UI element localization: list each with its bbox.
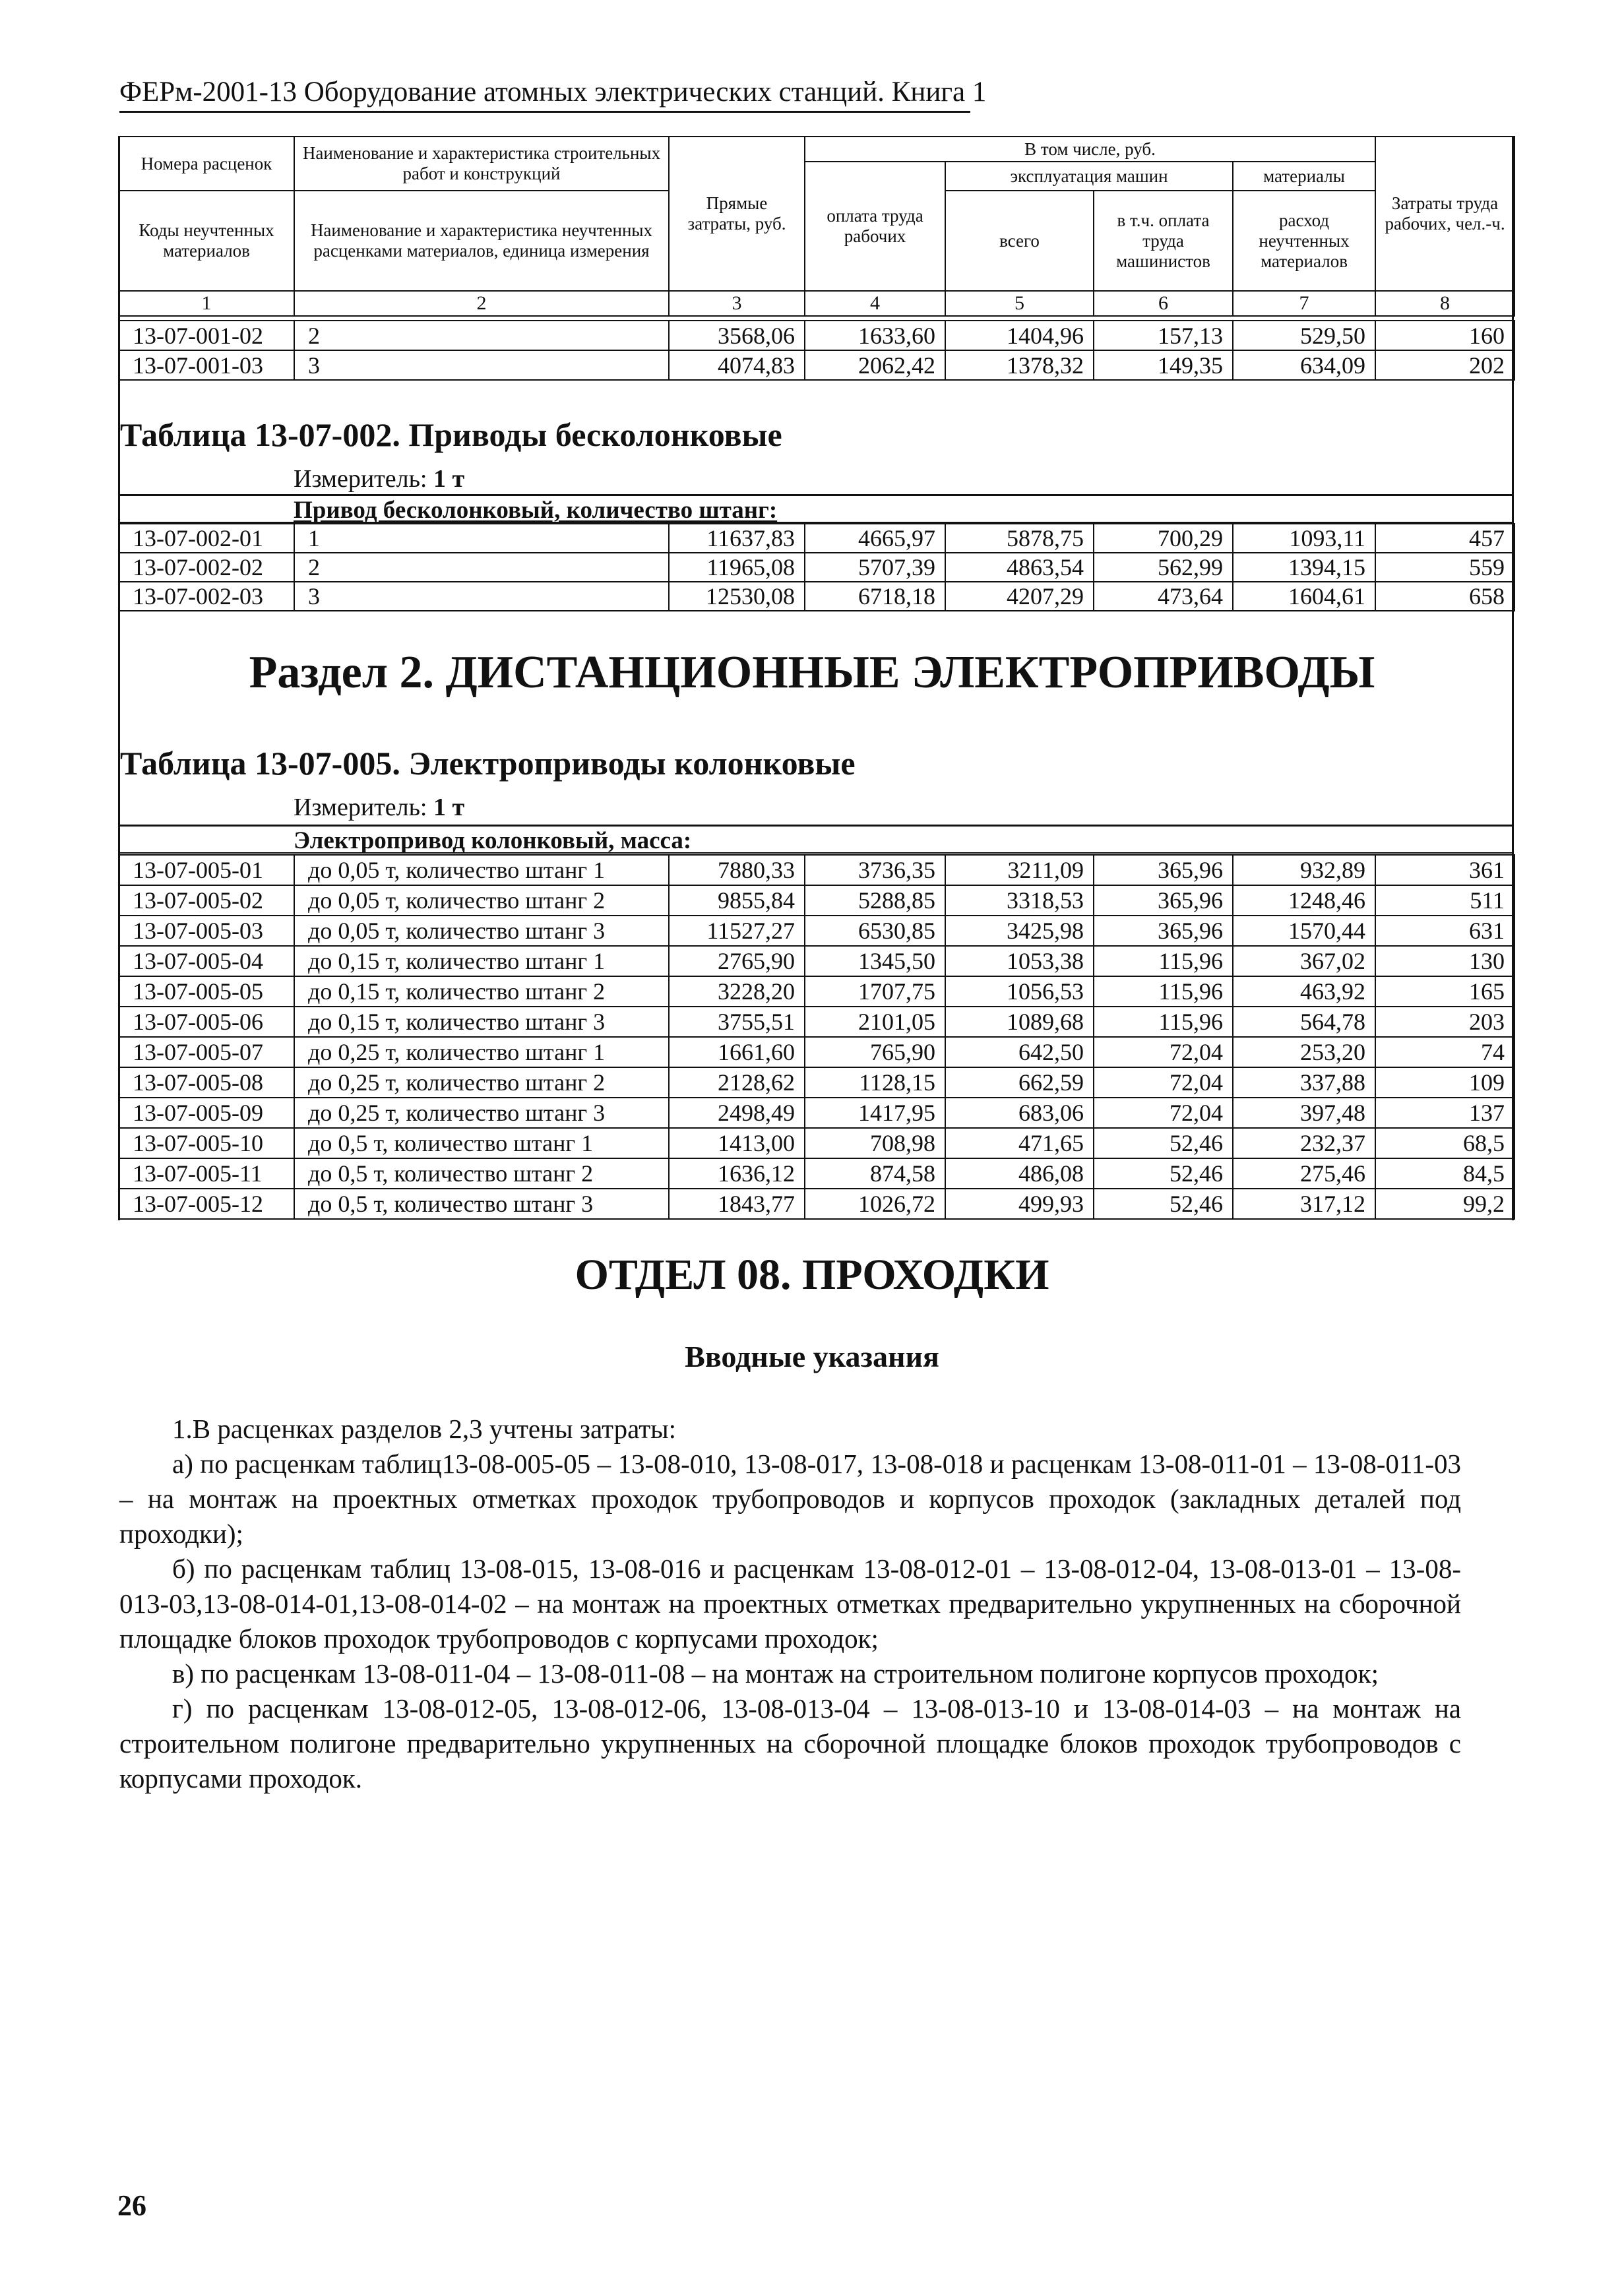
table-row: [119, 1128, 1515, 1158]
row-name: до 0,15 т, количество штанг 1: [294, 946, 669, 976]
table-row: [119, 524, 1515, 553]
row-machine-labor: 157,13: [1094, 321, 1233, 350]
row-machine-cost: 471,65: [945, 1128, 1094, 1158]
row-name: до 0,5 т, количество штанг 1: [294, 1128, 669, 1158]
row-machine-cost: 5878,75: [945, 524, 1094, 553]
row-machine-labor: 473,64: [1094, 582, 1233, 611]
row-materials: 932,89: [1233, 855, 1375, 885]
row-code: 13-07-002-03: [119, 582, 294, 611]
row-machine-labor: 149,35: [1094, 350, 1233, 380]
row-machine-labor: 52,46: [1094, 1128, 1233, 1158]
row-code: 13-07-005-05: [119, 976, 294, 1007]
row-machine-cost: 1056,53: [945, 976, 1094, 1007]
row-code: 13-07-002-01: [119, 524, 294, 553]
table-row: [119, 1158, 1515, 1189]
row-labor-hours: 559: [1375, 553, 1515, 582]
row-direct-cost: 9855,84: [669, 885, 805, 916]
row-materials: 1394,15: [1233, 553, 1375, 582]
row-labor-pay: 874,58: [805, 1158, 945, 1189]
column-header-table: [118, 136, 1515, 317]
row-materials: 1248,46: [1233, 885, 1375, 916]
row-labor-pay: 708,98: [805, 1128, 945, 1158]
row-labor-hours: 99,2: [1375, 1189, 1515, 1219]
row-labor-hours: 160: [1375, 321, 1515, 350]
table-row: [119, 976, 1515, 1007]
row-code: 13-07-005-03: [119, 916, 294, 946]
row-machine-cost: 642,50: [945, 1037, 1094, 1067]
table-002-group-label: Привод бесколонковый, количество штанг:: [294, 497, 778, 524]
row-machine-labor: 72,04: [1094, 1067, 1233, 1098]
col-name-bottom: Наименование и характеристика неучтенных расценками материалов, единица измерения: [294, 191, 669, 291]
table-row: [119, 1007, 1515, 1037]
row-direct-cost: 4074,83: [669, 350, 805, 380]
intro-paragraph: 1.В расценках разделов 2,3 учтены затраты:: [172, 1414, 677, 1444]
meter-label: Измеритель:: [294, 465, 427, 493]
row-labor-pay: 2101,05: [805, 1007, 945, 1037]
row-labor-pay: 5288,85: [805, 885, 945, 916]
intro-title: Вводные указания: [685, 1340, 939, 1373]
row-name: до 0,25 т, количество штанг 3: [294, 1098, 669, 1128]
row-labor-hours: 109: [1375, 1067, 1515, 1098]
col-name-top: Наименование и характеристика строительных работ и конструкций: [294, 137, 669, 191]
col-materials: материалы: [1233, 162, 1375, 191]
row-materials: 232,37: [1233, 1128, 1375, 1158]
row-code: 13-07-005-01: [119, 855, 294, 885]
table-005: [118, 854, 1515, 1220]
row-name: до 0,05 т, количество штанг 3: [294, 916, 669, 946]
row-direct-cost: 11527,27: [669, 916, 805, 946]
col-direct: Прямые затраты, руб.: [669, 137, 805, 291]
table-row: [119, 321, 1515, 350]
col-materials-sub: расход неучтенных материалов: [1233, 191, 1375, 291]
running-header: ФЕРм-2001-13 Оборудование атомных электрических станций. Книга 1: [119, 74, 970, 113]
row-materials: 564,78: [1233, 1007, 1375, 1037]
row-code: 13-07-005-07: [119, 1037, 294, 1067]
table-row: [119, 946, 1515, 976]
row-machine-cost: 3318,53: [945, 885, 1094, 916]
row-labor-hours: 457: [1375, 524, 1515, 553]
row-materials: 317,12: [1233, 1189, 1375, 1219]
meter-label: Измеритель:: [294, 794, 427, 821]
col-number: 6: [1094, 291, 1233, 316]
row-materials: 337,88: [1233, 1067, 1375, 1098]
row-machine-labor: 52,46: [1094, 1158, 1233, 1189]
page-number: 26: [117, 2189, 146, 2222]
row-machine-labor: 115,96: [1094, 976, 1233, 1007]
row-labor-hours: 165: [1375, 976, 1515, 1007]
row-direct-cost: 11637,83: [669, 524, 805, 553]
col-machine-incl: в т.ч. оплата труда машинистов: [1094, 191, 1233, 291]
row-machine-labor: 115,96: [1094, 946, 1233, 976]
row-materials: 253,20: [1233, 1037, 1375, 1067]
col-number: 2: [294, 291, 669, 316]
row-code: 13-07-005-12: [119, 1189, 294, 1219]
table-001: [118, 320, 1515, 381]
row-labor-pay: 1633,60: [805, 321, 945, 350]
row-machine-cost: 1053,38: [945, 946, 1094, 976]
table-row: [119, 1189, 1515, 1219]
table-row: [119, 855, 1515, 885]
row-direct-cost: 1636,12: [669, 1158, 805, 1189]
col-in-total: В том числе, руб.: [805, 137, 1375, 162]
row-labor-hours: 202: [1375, 350, 1515, 380]
row-materials: 397,48: [1233, 1098, 1375, 1128]
col-number: 8: [1375, 291, 1515, 316]
row-labor-pay: 6530,85: [805, 916, 945, 946]
row-labor-pay: 4665,97: [805, 524, 945, 553]
row-direct-cost: 1661,60: [669, 1037, 805, 1067]
row-code: 13-07-005-09: [119, 1098, 294, 1128]
col-number: 3: [669, 291, 805, 316]
row-code: 13-07-005-11: [119, 1158, 294, 1189]
row-labor-pay: 1417,95: [805, 1098, 945, 1128]
row-direct-cost: 3755,51: [669, 1007, 805, 1037]
row-direct-cost: 11965,08: [669, 553, 805, 582]
row-machine-cost: 1404,96: [945, 321, 1094, 350]
row-direct-cost: 2498,49: [669, 1098, 805, 1128]
intro-paragraph: в) по расценкам 13-08-011-04 – 13-08-011-08 – на монтаж на строительном полигоне корпусов проходок;: [172, 1658, 1379, 1689]
col-number: 7: [1233, 291, 1375, 316]
table-002: [118, 523, 1515, 611]
row-name: до 0,05 т, количество штанг 1: [294, 855, 669, 885]
row-materials: 275,46: [1233, 1158, 1375, 1189]
row-code: 13-07-005-08: [119, 1067, 294, 1098]
row-direct-cost: 1843,77: [669, 1189, 805, 1219]
row-machine-cost: 4207,29: [945, 582, 1094, 611]
row-machine-labor: 700,29: [1094, 524, 1233, 553]
table-row: [119, 916, 1515, 946]
row-machine-cost: 3425,98: [945, 916, 1094, 946]
row-labor-pay: 5707,39: [805, 553, 945, 582]
row-labor-hours: 203: [1375, 1007, 1515, 1037]
row-labor-hours: 84,5: [1375, 1158, 1515, 1189]
row-labor-pay: 2062,42: [805, 350, 945, 380]
row-code: 13-07-005-10: [119, 1128, 294, 1158]
table-row: [119, 553, 1515, 582]
row-machine-labor: 72,04: [1094, 1037, 1233, 1067]
row-name: до 0,15 т, количество штанг 3: [294, 1007, 669, 1037]
table-row: [119, 1037, 1515, 1067]
row-code: 13-07-005-04: [119, 946, 294, 976]
section-2-title: Раздел 2. ДИСТАНЦИОННЫЕ ЭЛЕКТРОПРИВОДЫ: [249, 647, 1375, 698]
row-code: 13-07-005-06: [119, 1007, 294, 1037]
table-row: [119, 1067, 1515, 1098]
row-name: до 0,25 т, количество штанг 2: [294, 1067, 669, 1098]
row-machine-labor: 562,99: [1094, 553, 1233, 582]
meter-value: 1 т: [433, 794, 465, 821]
row-labor-pay: 6718,18: [805, 582, 945, 611]
row-name: 1: [294, 524, 669, 553]
row-code: 13-07-001-03: [119, 350, 294, 380]
row-name: до 0,05 т, количество штанг 2: [294, 885, 669, 916]
col-labor-cost: Затраты труда рабочих, чел.-ч.: [1375, 137, 1515, 291]
row-labor-hours: 68,5: [1375, 1128, 1515, 1158]
row-materials: 1093,11: [1233, 524, 1375, 553]
row-materials: 1604,61: [1233, 582, 1375, 611]
row-machine-cost: 3211,09: [945, 855, 1094, 885]
intro-paragraph: г) по расценкам 13-08-012-05, 13-08-012-06, 13-08-013-04 – 13-08-013-10 и 13-08-014-03 – на монтаж на строительном полигоне предварительно укрупненных на сборочной площадке блоков проходок трубопроводов с корпусами проходок.: [119, 1693, 1461, 1794]
row-labor-pay: 1345,50: [805, 946, 945, 976]
table-row: [119, 350, 1515, 380]
row-labor-pay: 1128,15: [805, 1067, 945, 1098]
row-labor-hours: 361: [1375, 855, 1515, 885]
col-codes-bottom: Коды неучтенных материалов: [119, 191, 294, 291]
intro-paragraph: а) по расценкам таблиц13-08-005-05 – 13-08-010, 13-08-017, 13-08-018 и расценкам 13-08-011-01 – 13-08-011-03 – на монтаж на проектных отметках проходок трубопроводов и корпусов проходок (закладных деталей под проходки);: [119, 1449, 1461, 1549]
row-labor-pay: 1026,72: [805, 1189, 945, 1219]
row-machine-cost: 4863,54: [945, 553, 1094, 582]
department-title: ОТДЕЛ 08. ПРОХОДКИ: [575, 1251, 1049, 1299]
row-direct-cost: 3228,20: [669, 976, 805, 1007]
row-machine-labor: 365,96: [1094, 855, 1233, 885]
table-002-title: Таблица 13-07-002. Приводы бесколонковые: [120, 416, 782, 453]
col-number: 4: [805, 291, 945, 316]
row-labor-pay: 3736,35: [805, 855, 945, 885]
row-machine-labor: 115,96: [1094, 1007, 1233, 1037]
row-labor-hours: 631: [1375, 916, 1515, 946]
col-codes-top: Номера расценок: [119, 137, 294, 191]
row-labor-pay: 765,90: [805, 1037, 945, 1067]
row-direct-cost: 7880,33: [669, 855, 805, 885]
row-direct-cost: 12530,08: [669, 582, 805, 611]
table-005-meter: [294, 793, 464, 822]
col-machine-op: эксплуатация машин: [945, 162, 1233, 191]
row-code: 13-07-001-02: [119, 321, 294, 350]
col-number: 1: [119, 291, 294, 316]
row-name: 2: [294, 553, 669, 582]
row-direct-cost: 2765,90: [669, 946, 805, 976]
table-row: [119, 885, 1515, 916]
row-materials: 529,50: [1233, 321, 1375, 350]
row-name: 3: [294, 350, 669, 380]
col-number: 5: [945, 291, 1094, 316]
row-labor-hours: 130: [1375, 946, 1515, 976]
table-005-title: Таблица 13-07-005. Электроприводы колонковые: [120, 745, 856, 782]
row-machine-labor: 72,04: [1094, 1098, 1233, 1128]
table-row: [119, 582, 1515, 611]
row-labor-pay: 1707,75: [805, 976, 945, 1007]
row-machine-labor: 365,96: [1094, 916, 1233, 946]
row-machine-cost: 662,59: [945, 1067, 1094, 1098]
meter-value: 1 т: [433, 465, 465, 493]
row-materials: 1570,44: [1233, 916, 1375, 946]
row-name: до 0,5 т, количество штанг 2: [294, 1158, 669, 1189]
table-row: [119, 1098, 1515, 1128]
row-labor-hours: 511: [1375, 885, 1515, 916]
row-name: до 0,5 т, количество штанг 3: [294, 1189, 669, 1219]
row-machine-cost: 499,93: [945, 1189, 1094, 1219]
row-machine-cost: 1378,32: [945, 350, 1094, 380]
row-direct-cost: 1413,00: [669, 1128, 805, 1158]
row-materials: 634,09: [1233, 350, 1375, 380]
row-direct-cost: 3568,06: [669, 321, 805, 350]
row-machine-cost: 486,08: [945, 1158, 1094, 1189]
row-machine-labor: 365,96: [1094, 885, 1233, 916]
row-name: до 0,15 т, количество штанг 2: [294, 976, 669, 1007]
table-005-group-label: Электропривод колонковый, масса:: [294, 827, 692, 854]
row-name: 3: [294, 582, 669, 611]
col-labor-pay: оплата труда рабочих: [805, 162, 945, 291]
row-materials: 463,92: [1233, 976, 1375, 1007]
row-labor-hours: 137: [1375, 1098, 1515, 1128]
row-name: до 0,25 т, количество штанг 1: [294, 1037, 669, 1067]
row-name: 2: [294, 321, 669, 350]
row-machine-labor: 52,46: [1094, 1189, 1233, 1219]
row-code: 13-07-005-02: [119, 885, 294, 916]
row-code: 13-07-002-02: [119, 553, 294, 582]
row-direct-cost: 2128,62: [669, 1067, 805, 1098]
row-machine-cost: 683,06: [945, 1098, 1094, 1128]
row-materials: 367,02: [1233, 946, 1375, 976]
row-labor-hours: 74: [1375, 1037, 1515, 1067]
row-machine-cost: 1089,68: [945, 1007, 1094, 1037]
row-labor-hours: 658: [1375, 582, 1515, 611]
table-002-meter: [294, 464, 464, 493]
col-machine-total: всего: [945, 191, 1094, 291]
intro-paragraph: б) по расценкам таблиц 13-08-015, 13-08-016 и расценкам 13-08-012-01 – 13-08-012-04, 13-08-013-01 – 13-08-013-03,13-08-014-01,13-08-014-02 – на монтаж на проектных отметках предварительно укрупненных на сборочной площадке блоков проходок трубопроводов с корпусами проходок;: [119, 1553, 1461, 1654]
